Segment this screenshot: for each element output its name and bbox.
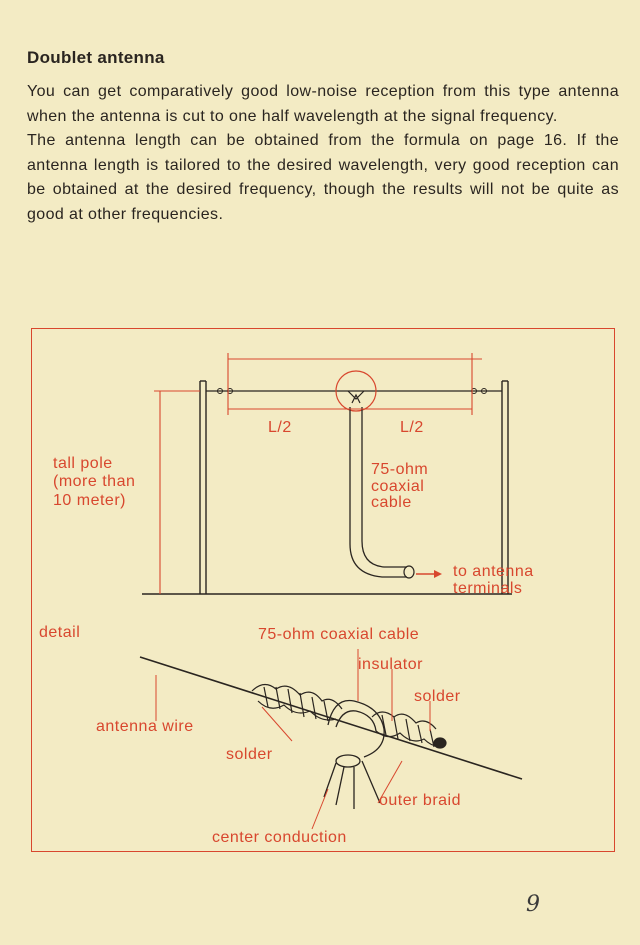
label-insulator: insulator (358, 656, 423, 673)
left-pole (200, 381, 206, 594)
half-length-left: L/2 (268, 419, 292, 436)
cable-label-line1: 75-ohm (371, 461, 429, 478)
paragraph-1: You can get comparatively good low-noise reception from this type antenna when the antenna is cut to one half wavelength at the signal frequency. (27, 83, 619, 125)
paragraph-2: The antenna length can be obtained from the formula on page 16. If the antenna length is tailored to the desired wavelength, very good reception can be obtained at the desired frequency, though the results will not be quite as good at other frequencies. (27, 132, 619, 223)
label-center-conduction: center conduction (212, 829, 347, 846)
feed-point (348, 391, 364, 403)
leader-center-conduction (312, 789, 328, 829)
cable-label-line3: cable (371, 494, 412, 511)
left-coil (252, 684, 342, 721)
detail-insulator (324, 701, 384, 810)
antenna-diagram (32, 329, 616, 853)
pole-label-line2: (more than (53, 473, 136, 490)
label-antenna-wire: antenna wire (96, 718, 194, 735)
pole-label-line3: 10 meter) (53, 492, 126, 509)
leader-solder-left (262, 707, 292, 741)
coax-end (404, 566, 414, 578)
label-outer-braid: outer braid (379, 792, 461, 809)
detail-antenna-wire (140, 657, 522, 779)
terminal-label-line2: terminals (453, 580, 523, 597)
label-solder-right: solder (414, 688, 461, 705)
terminal-arrow-head (434, 570, 442, 578)
page-heading: Doublet antenna (27, 48, 165, 67)
detail-title: detail (39, 624, 81, 641)
cable-label-line2: coaxial (371, 478, 425, 495)
label-coax-cable: 75-ohm coaxial cable (258, 626, 420, 643)
page-number: 9 (526, 892, 540, 917)
body-text (27, 80, 619, 228)
pole-label-line1: tall pole (53, 455, 113, 472)
terminal-label-line1: to antenna (453, 563, 534, 580)
antenna-figure (31, 328, 615, 852)
label-solder-left: solder (226, 746, 273, 763)
half-length-right: L/2 (400, 419, 424, 436)
